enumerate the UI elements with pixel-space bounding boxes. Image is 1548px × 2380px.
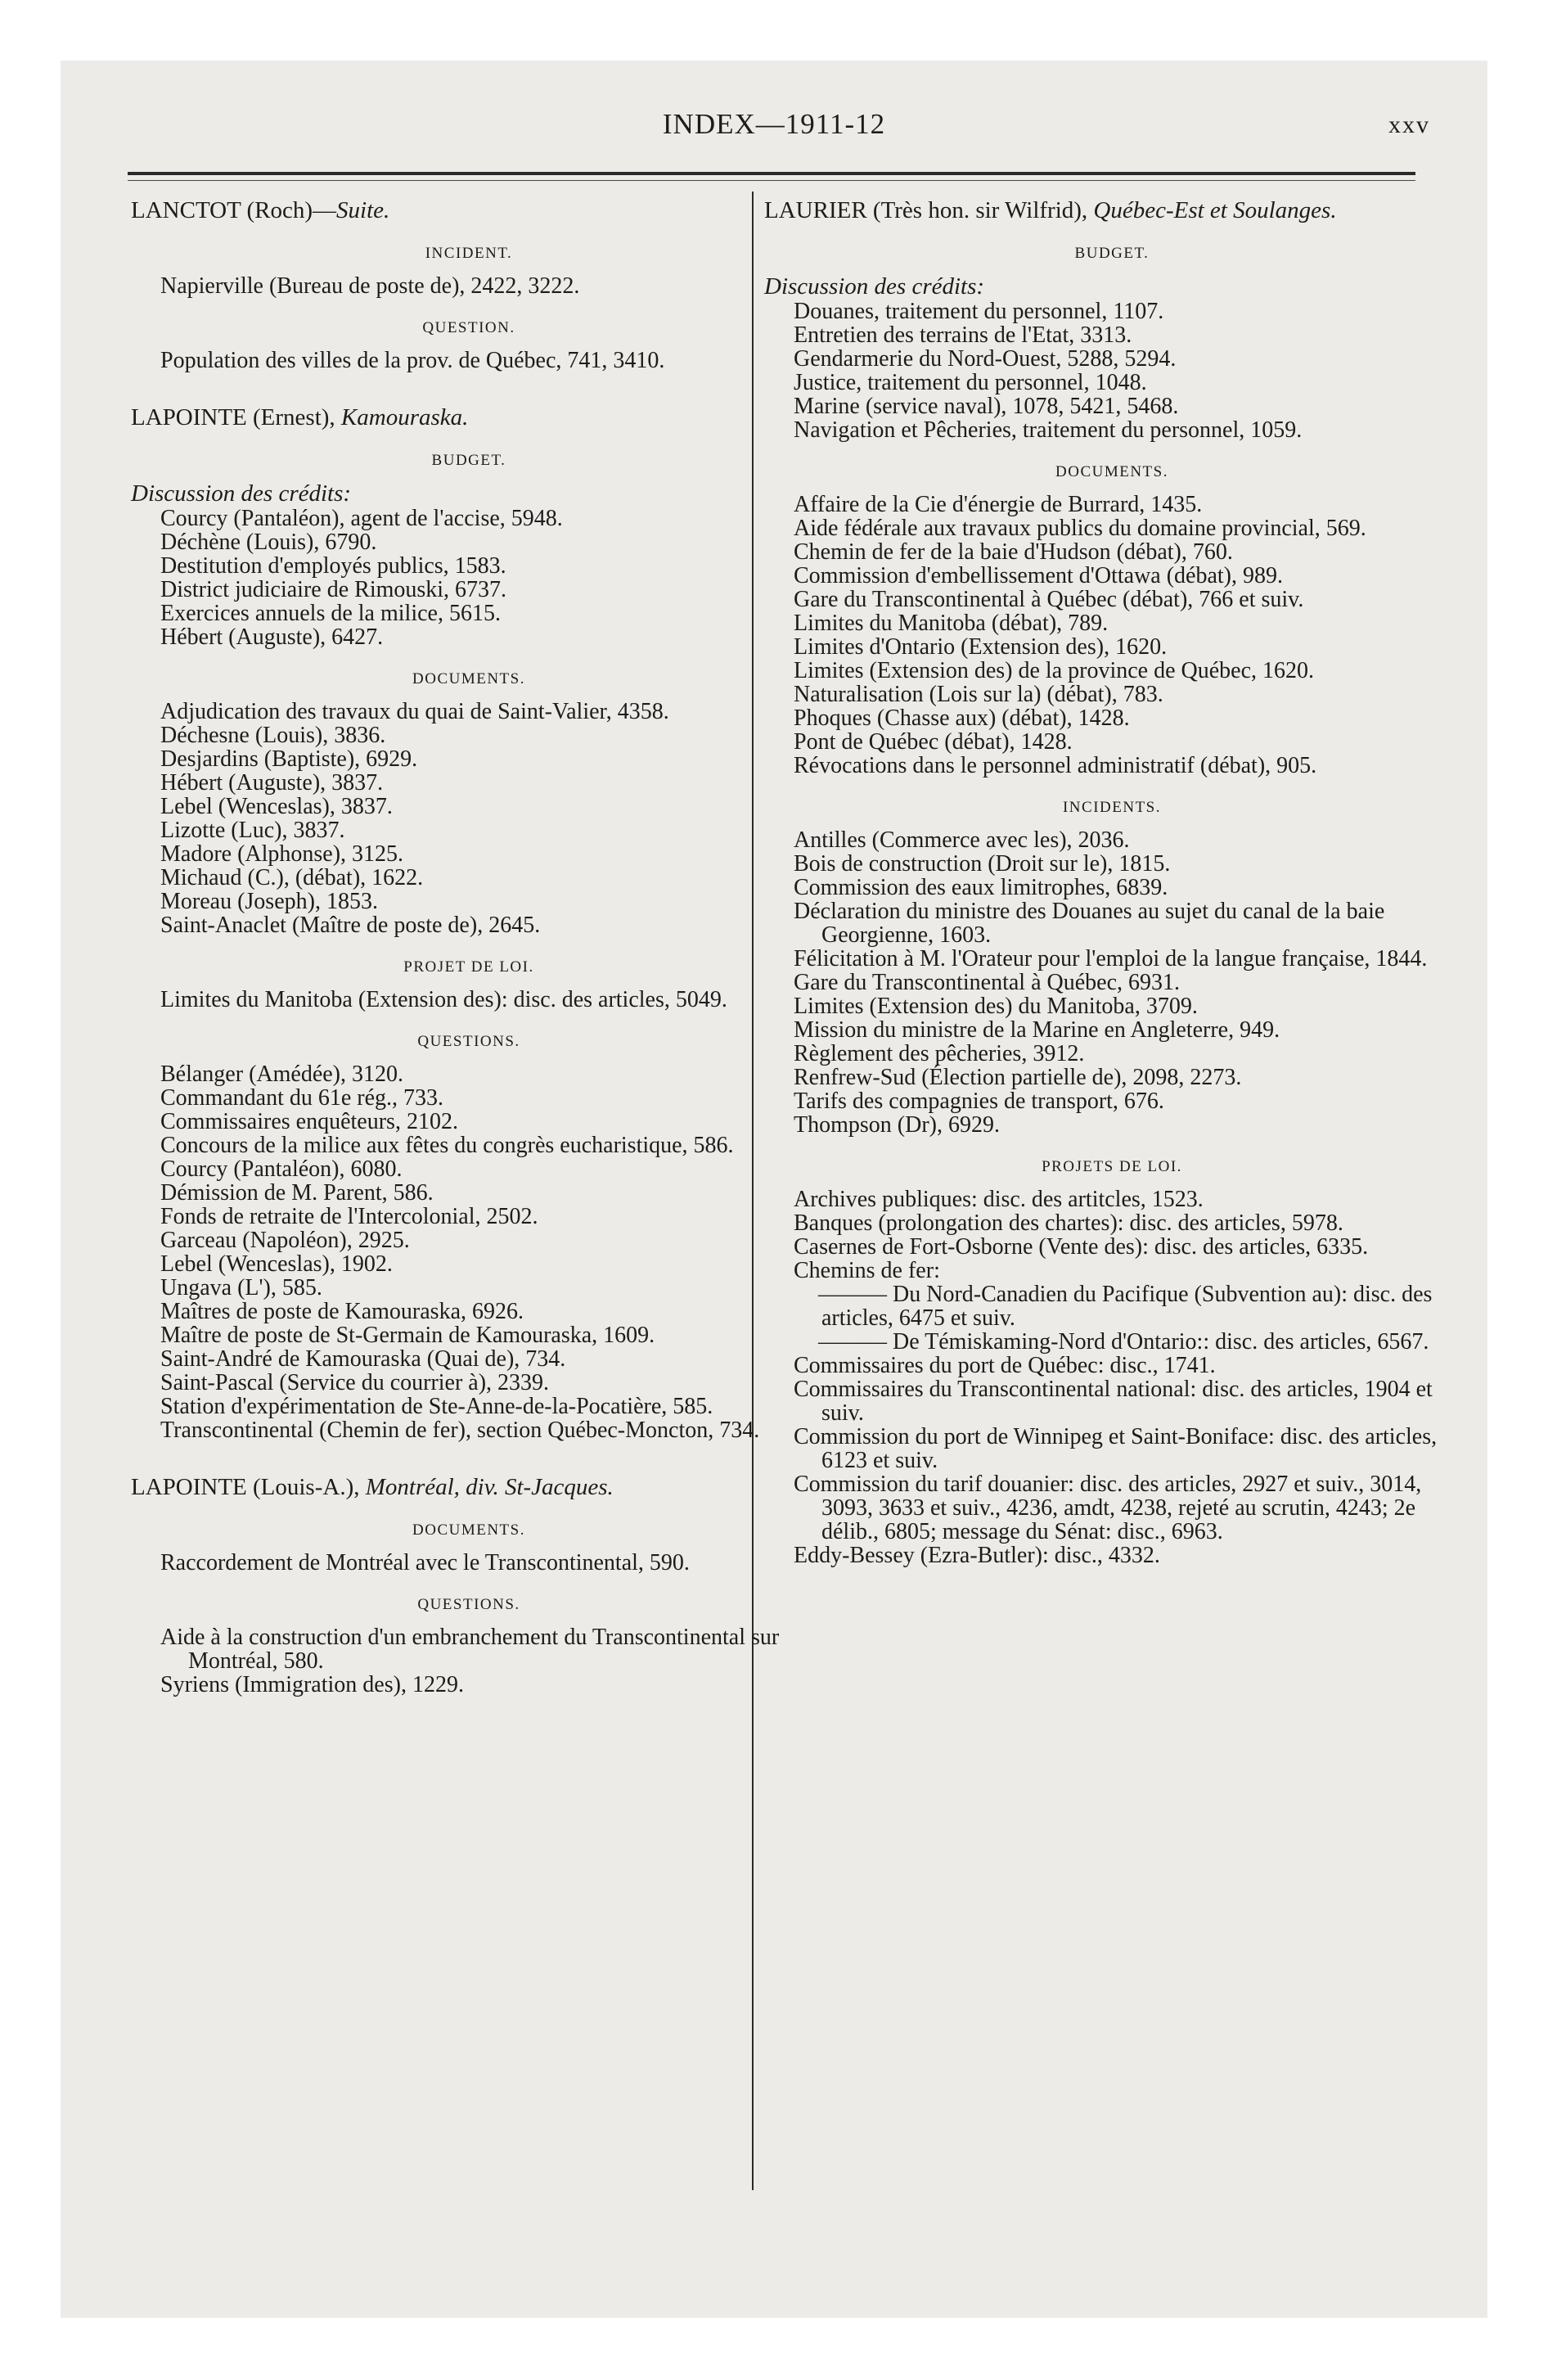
- index-entry: Ungava (L'), 585.: [160, 1275, 322, 1300]
- header-rule-thin: [128, 180, 1415, 181]
- index-entry: Courcy (Pantaléon), 6080.: [160, 1156, 403, 1182]
- index-entry: Déchène (Louis), 6790.: [160, 530, 377, 555]
- index-entry: District judiciaire de Rimouski, 6737.: [160, 577, 507, 602]
- questions-list: [131, 1625, 807, 1697]
- index-entry: Raccordement de Montréal avec le Transcontinental, 590.: [160, 1550, 690, 1575]
- index-entry: Saint-André de Kamouraska (Quai de), 734.: [160, 1346, 566, 1372]
- index-entry: Syriens (Immigration des), 1229.: [160, 1672, 464, 1697]
- entry-heading-lapointe-louis: LAPOINTE (Louis-A.), Montréal, div. St-Jacques.: [131, 1474, 614, 1500]
- projets-list-continued: [764, 1354, 1460, 1567]
- index-entry: Limites (Extension des) du Manitoba, 3709.: [794, 994, 1198, 1019]
- index-entry: Saint-Pascal (Service du courrier à), 2339.: [160, 1370, 550, 1395]
- index-entry: Maîtres de poste de Kamouraska, 6926.: [160, 1299, 524, 1324]
- index-entry: Adjudication des travaux du quai de Saint-Valier, 4358.: [160, 699, 669, 724]
- index-entry: Bois de construction (Droit sur le), 1815.: [794, 851, 1171, 877]
- documents-list: [131, 700, 807, 937]
- index-entry: Limites d'Ontario (Extension des), 1620.: [794, 634, 1168, 660]
- index-entry: Fonds de retraite de l'Intercolonial, 2502.: [160, 1204, 538, 1229]
- index-entry: Commission d'embellissement d'Ottawa (débat), 989.: [794, 563, 1283, 588]
- index-entry: Félicitation à M. l'Orateur pour l'emploi de la langue française, 1844.: [794, 946, 1428, 971]
- projet-list: [131, 988, 807, 1012]
- incident-list: [131, 274, 807, 298]
- index-entry: Mission du ministre de la Marine en Angleterre, 949.: [794, 1017, 1280, 1043]
- index-entry: Chemins de fer:: [794, 1258, 940, 1283]
- section-label-questions: QUESTIONS.: [417, 1596, 520, 1613]
- projets-subitems: [764, 1282, 1460, 1354]
- index-entry: Commandant du 61e rég., 733.: [160, 1085, 444, 1111]
- index-entry: Limites du Manitoba (débat), 789.: [794, 611, 1109, 636]
- index-entry: Limites du Manitoba (Extension des): disc. des articles, 5049.: [160, 987, 727, 1012]
- index-entry: Gare du Transcontinental à Québec (débat), 766 et suiv.: [794, 587, 1304, 612]
- index-entry: Navigation et Pêcheries, traitement du personnel, 1059.: [794, 417, 1303, 443]
- question-list: [131, 349, 807, 372]
- index-entry: Déclaration du ministre des Douanes au sujet du canal de la baie Georgienne, 1603.: [794, 899, 1385, 948]
- index-entry: Règlement des pêcheries, 3912.: [794, 1041, 1085, 1066]
- index-entry: Commissaires du Transcontinental national: disc. des articles, 1904 et suiv.: [794, 1377, 1433, 1426]
- index-entry: Renfrew-Sud (Élection partielle de), 2098, 2273.: [794, 1065, 1242, 1090]
- index-entry: Phoques (Chasse aux) (débat), 1428.: [794, 705, 1130, 731]
- projets-list: [764, 1188, 1460, 1282]
- index-entry: ——— De Témiskaming-Nord d'Ontario:: disc. des articles, 6567.: [818, 1329, 1429, 1355]
- index-entry: Révocations dans le personnel administratif (débat), 905.: [794, 753, 1317, 778]
- incidents-list: [764, 828, 1460, 1137]
- section-label-projets: PROJETS DE LOI.: [1042, 1158, 1182, 1175]
- index-entry: Maître de poste de St-Germain de Kamouraska, 1609.: [160, 1323, 655, 1348]
- index-entry: Limites (Extension des) de la province de Québec, 1620.: [794, 658, 1315, 683]
- index-entry: Madore (Alphonse), 3125.: [160, 841, 404, 867]
- index-entry: Destitution d'employés publics, 1583.: [160, 553, 506, 579]
- documents-list: [764, 493, 1460, 778]
- index-entry: Concours de la milice aux fêtes du congrès eucharistique, 586.: [160, 1133, 734, 1158]
- index-page: [61, 61, 1487, 2318]
- index-entry: Hébert (Auguste), 3837.: [160, 770, 384, 796]
- index-entry: Desjardins (Baptiste), 6929.: [160, 746, 418, 772]
- index-entry: Saint-Anaclet (Maître de poste de), 2645.: [160, 913, 541, 938]
- index-entry: Bélanger (Amédée), 3120.: [160, 1062, 403, 1087]
- section-label-documents: DOCUMENTS.: [1055, 463, 1168, 480]
- index-entry: Casernes de Fort-Osborne (Vente des): disc. des articles, 6335.: [794, 1234, 1369, 1260]
- index-entry: Michaud (C.), (débat), 1622.: [160, 865, 424, 890]
- index-entry: Hébert (Auguste), 6427.: [160, 624, 384, 650]
- index-entry: Entretien des terrains de l'Etat, 3313.: [794, 322, 1132, 348]
- index-entry: Lebel (Wenceslas), 3837.: [160, 794, 393, 819]
- index-entry: Justice, traitement du personnel, 1048.: [794, 370, 1147, 395]
- index-entry: Antilles (Commerce avec les), 2036.: [794, 827, 1130, 853]
- index-entry: Commission des eaux limitrophes, 6839.: [794, 875, 1168, 900]
- index-entry: Douanes, traitement du personnel, 1107.: [794, 299, 1164, 324]
- section-label-question: QUESTION.: [422, 319, 515, 336]
- entry-heading-lanctot: LANCTOT (Roch)—Suite.: [131, 197, 390, 223]
- index-entry: Station d'expérimentation de Ste-Anne-de-la-Pocatière, 585.: [160, 1394, 713, 1419]
- index-entry: Tarifs des compagnies de transport, 676.: [794, 1089, 1164, 1114]
- section-label-documents: DOCUMENTS.: [412, 670, 525, 687]
- index-entry: Gare du Transcontinental à Québec, 6931.: [794, 970, 1180, 995]
- index-entry: Commissaires enquêteurs, 2102.: [160, 1109, 458, 1134]
- index-entry: ——— Du Nord-Canadien du Pacifique (Subvention au): disc. des articles, 6475 et suiv.: [818, 1282, 1433, 1331]
- index-entry: Déchesne (Louis), 3836.: [160, 723, 386, 748]
- discussion-subheading: Discussion des crédits:: [131, 480, 352, 507]
- index-entry: Courcy (Pantaléon), agent de l'accise, 5948.: [160, 506, 563, 531]
- index-entry: Transcontinental (Chemin de fer), section Québec-Moncton, 734.: [160, 1418, 760, 1443]
- questions-list: [131, 1062, 807, 1442]
- section-label-incidents: INCIDENTS.: [1062, 799, 1162, 816]
- index-entry: Aide fédérale aux travaux publics du domaine provincial, 569.: [794, 516, 1366, 541]
- left-column: [131, 198, 807, 1697]
- index-entry: Chemin de fer de la baie d'Hudson (débat), 760.: [794, 539, 1233, 565]
- index-entry: Affaire de la Cie d'énergie de Burrard, 1435.: [794, 492, 1203, 517]
- budget-list: [764, 300, 1460, 442]
- index-entry: Napierville (Bureau de poste de), 2422, 3222.: [160, 273, 580, 299]
- discussion-subheading: Discussion des crédits:: [764, 273, 985, 300]
- index-entry: Pont de Québec (débat), 1428.: [794, 729, 1073, 755]
- section-label-incident: INCIDENT.: [425, 245, 513, 262]
- header-rule: [128, 172, 1415, 175]
- index-entry: Naturalisation (Lois sur la) (débat), 783.: [794, 682, 1163, 707]
- page-title: INDEX—1911-12: [662, 108, 886, 140]
- index-entry: Moreau (Joseph), 1853.: [160, 889, 378, 914]
- index-entry: Lebel (Wenceslas), 1902.: [160, 1251, 393, 1277]
- entry-heading-laurier: LAURIER (Très hon. sir Wilfrid), Québec-Est et Soulanges.: [764, 197, 1337, 223]
- index-entry: Aide à la construction d'un embranchement du Transcontinental sur Montréal, 580.: [160, 1625, 780, 1674]
- index-entry: Commission du tarif douanier: disc. des articles, 2927 et suiv., 3014, 3093, 3633 et suiv., 4236, amdt, 4238, rejeté au scrutin, 4243; 2e délib., 6805; message du Sénat: disc., 6963.: [794, 1472, 1422, 1544]
- right-column: [764, 198, 1460, 1567]
- index-entry: Commission du port de Winnipeg et Saint-Boniface: disc. des articles, 6123 et suiv.: [794, 1424, 1438, 1473]
- index-entry: Garceau (Napoléon), 2925.: [160, 1228, 410, 1253]
- entry-heading-lapointe-ernest: LAPOINTE (Ernest), Kamouraska.: [131, 404, 469, 430]
- section-label-budget: BUDGET.: [1074, 245, 1150, 262]
- index-entry: Marine (service naval), 1078, 5421, 5468.: [794, 394, 1179, 419]
- section-label-questions: QUESTIONS.: [417, 1033, 520, 1050]
- index-entry: Démission de M. Parent, 586.: [160, 1180, 434, 1206]
- index-entry: Eddy-Bessey (Ezra-Butler): disc., 4332.: [794, 1543, 1160, 1568]
- index-entry: Lizotte (Luc), 3837.: [160, 818, 345, 843]
- index-entry: Commissaires du port de Québec: disc., 1741.: [794, 1353, 1216, 1378]
- page-number: xxv: [1388, 111, 1430, 138]
- index-entry: Population des villes de la prov. de Québec, 741, 3410.: [160, 348, 665, 373]
- section-label-projet: PROJET DE LOI.: [403, 958, 534, 976]
- index-entry: Gendarmerie du Nord-Ouest, 5288, 5294.: [794, 346, 1177, 372]
- index-entry: Exercices annuels de la milice, 5615.: [160, 601, 501, 626]
- index-entry: Banques (prolongation des chartes): disc. des articles, 5978.: [794, 1210, 1343, 1236]
- section-label-budget: BUDGET.: [431, 452, 506, 469]
- index-entry: Archives publiques: disc. des artitcles, 1523.: [794, 1187, 1204, 1212]
- budget-list: [131, 507, 807, 649]
- index-entry: Thompson (Dr), 6929.: [794, 1112, 1000, 1138]
- section-label-documents: DOCUMENTS.: [412, 1521, 525, 1539]
- documents-list: [131, 1551, 807, 1575]
